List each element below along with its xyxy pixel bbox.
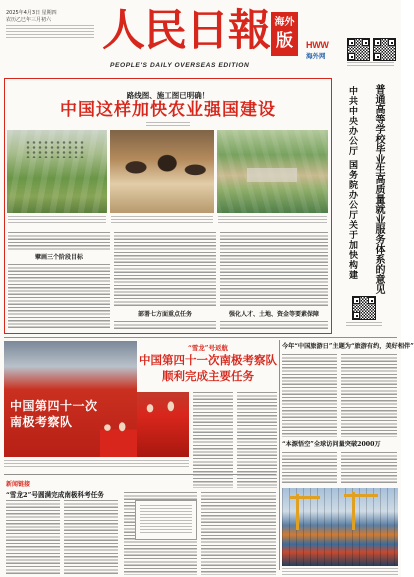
qr-code-icon bbox=[373, 38, 396, 61]
lead-body-text bbox=[8, 264, 110, 330]
lunar-date: 农历乙巳年三月初六 bbox=[6, 17, 52, 23]
inset-box bbox=[135, 500, 197, 540]
photo-banner-line2: 南极考察队 bbox=[10, 415, 73, 429]
lead-body-text bbox=[220, 321, 328, 330]
lead-subhead: 部署七方面重点任务 bbox=[137, 311, 192, 318]
lead-kicker: 路线图、施工图已明确！ bbox=[126, 91, 210, 100]
village-buildings bbox=[247, 168, 297, 182]
port-crane-arm bbox=[344, 494, 378, 497]
hww-name: 海外网 bbox=[306, 52, 326, 60]
section-divider bbox=[4, 337, 397, 338]
lead-title: 中国这样加快农业强国建设 bbox=[60, 100, 276, 120]
brief-body-text bbox=[282, 354, 337, 437]
lead-body-text bbox=[114, 321, 216, 330]
antarctic-body-text bbox=[201, 492, 276, 575]
qr-caption-lines bbox=[346, 322, 382, 327]
policy-title-lead: 中共中央办公厅 国务院办公厅关于加快构建 bbox=[347, 86, 357, 281]
photo-caption bbox=[218, 216, 327, 225]
lead-subhead: 强化人才、土地、资金等要素保障 bbox=[228, 311, 319, 318]
photo-banner-line1: 中国第四十一次 bbox=[10, 399, 98, 413]
english-title: PEOPLE'S DAILY OVERSEAS EDITION bbox=[110, 62, 250, 69]
antarctic-expedition-photo bbox=[4, 341, 137, 457]
bird-flock bbox=[25, 140, 85, 158]
village-aerial-photo bbox=[217, 130, 328, 213]
photo-caption bbox=[8, 216, 106, 225]
qr-code-icon bbox=[347, 38, 370, 61]
overseas-edition-badge bbox=[271, 12, 298, 56]
badge-bottom-text: 版 bbox=[276, 31, 293, 51]
brief-title: 今年“中国旅游日”主题为“旅游有约，美好相伴” bbox=[282, 343, 414, 350]
policy-title-main: 普通高等学校毕业生高质量就业服务体系的意见 bbox=[373, 84, 384, 294]
inset-box-text bbox=[140, 505, 192, 535]
badge-top-text: 海外 bbox=[274, 17, 295, 28]
issue-date: 2025年4月3日 星期四 bbox=[6, 10, 57, 16]
lead-body-text bbox=[8, 232, 110, 251]
lead-byline bbox=[146, 122, 190, 126]
news-link-body-text bbox=[64, 500, 118, 575]
antarctic-title-line1: 中国第四十一次南极考察队 bbox=[139, 353, 277, 367]
lead-body-text bbox=[220, 232, 328, 308]
brief-title: “本源悟空”全球访问量突破2000万 bbox=[282, 441, 381, 448]
rural-market-photo bbox=[110, 130, 214, 213]
port-crane bbox=[296, 494, 299, 530]
farmland-photo bbox=[7, 130, 107, 213]
section-divider bbox=[4, 474, 276, 475]
column-divider bbox=[279, 340, 280, 570]
expedition-members bbox=[100, 415, 137, 457]
qr-caption-lines bbox=[347, 62, 394, 67]
qr-code-icon bbox=[352, 296, 376, 320]
antarctic-title-line2: 顺利完成主要任务 bbox=[162, 369, 254, 383]
news-link-title: “雪龙2”号圆满完成南极科考任务 bbox=[6, 491, 104, 499]
hww-logo-text: HWW bbox=[306, 40, 329, 50]
news-link-body-text bbox=[6, 500, 60, 575]
brief-body-text bbox=[341, 354, 397, 437]
brief-body-text bbox=[282, 452, 337, 485]
photo-caption bbox=[282, 568, 398, 575]
lead-subhead: 擘画三个阶段目标 bbox=[34, 254, 83, 261]
brief-body-text bbox=[341, 452, 397, 485]
hww-logo bbox=[306, 40, 329, 50]
issue-info-lines bbox=[6, 25, 94, 39]
photo-caption bbox=[111, 216, 213, 225]
container-port-photo bbox=[282, 488, 398, 566]
port-crane-arm bbox=[290, 496, 320, 499]
lead-body-text bbox=[114, 232, 216, 308]
photo-caption bbox=[4, 460, 189, 469]
port-crane bbox=[352, 492, 355, 530]
antarctic-expedition-photo-part bbox=[137, 392, 189, 457]
masthead-logo: 人民日報 bbox=[102, 6, 270, 56]
antarctic-kicker: “雪龙”号返航 bbox=[188, 344, 228, 352]
news-link-label: 新闻链接 bbox=[6, 481, 31, 488]
